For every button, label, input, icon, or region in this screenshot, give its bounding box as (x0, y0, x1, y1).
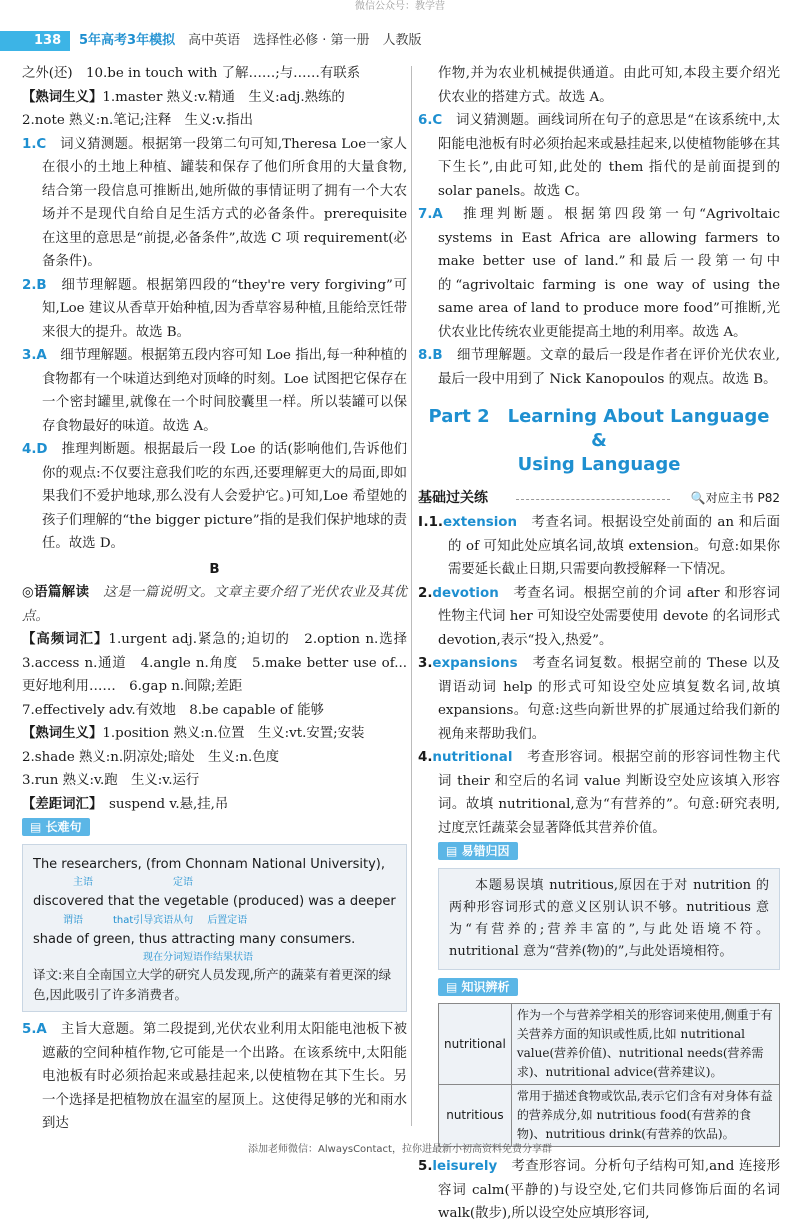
answer-6-text: 词义猜测题。画线词所在句子的意思是“在该系统中,太阳能电池板有时必须抬起来或悬挂起来,以使植物能够在其下生长”,由此可知,此处的 them 指代的是前面提到的 solar panels。故选 C。 (438, 113, 780, 199)
answer-6-choice: C (432, 113, 443, 128)
table-row (439, 1004, 780, 1085)
knowledge-section (418, 976, 780, 1148)
passage-summary (22, 581, 407, 628)
ls-ann-clause: that引导宾语从句 (113, 914, 194, 926)
answer-7-text: 推理判断题。根据第四段第一句“Agrivoltaic systems in East Africa are allowing farmers to make better use of land.”和最后一段第一句中的“agrivoltaic farming is one way of using the same area of land to produce more food”可推断,光伏农业比传统农业更能提高土地的利用率。故选 A。 (438, 207, 781, 340)
error-cause-section (418, 840, 780, 970)
passage-summary-tag: ◎语篇解读 (22, 585, 90, 600)
answer-8-choice: B (432, 348, 443, 363)
blank-1-answer: extension (443, 515, 518, 530)
search-icon: 🔍 (690, 491, 706, 505)
gaopin-tag: 【高频词汇】 (22, 632, 109, 647)
right-column (418, 62, 780, 1226)
gaopin-vocab-2: 7.effectively adv.有效地 8.be capable of 能够 (22, 702, 324, 718)
answer-7-choice: A (432, 207, 443, 222)
error-cause-heading-text: 易错归因 (461, 844, 510, 858)
bottom-watermark: 添加老师微信：AlwaysContact，拉你进最新小初高资料免费分享群 (248, 1143, 552, 1155)
ls-ann-predicate: 谓语 (63, 914, 83, 926)
ls-ann-subject: 主语 (73, 877, 93, 888)
answer-3-choice: A (36, 348, 47, 363)
table-value: 作为一个与营养学相关的形容词来使用,侧重于有关营养方面的知识或性质,比如 nutritional value(营养价值)、nutritional needs(营养需求)、nutritional advice(营养建议)。 (511, 1004, 779, 1085)
blank-5-text: 考查形容词。分析句子结构可知,and 连接形容词 calm(平静的)与设空处,它们共同修饰后面的名词 walk(散步),所以设空处应填形容词, (438, 1159, 780, 1221)
blank-1-text: 考查名词。根据设空处前面的 an 和后面的 of 可知此处应填名词,故填 extension。句意:如果你需要延长截止日期,只需要向教授解释一下情况。 (448, 515, 780, 577)
top-watermark: 微信公众号：教学营 (355, 1, 445, 12)
answer-5-text: 主旨大意题。第二段提到,光伏农业利用太阳能电池板下被遮蔽的空间种植作物,它可能是一个出路。在该系统中,太阳能电池板有时必须抬起来或悬挂起来,以使植物在其下生长。另一个选择是把植物放在温室的屋顶上。这使得足够的光和雨水到达 (42, 1022, 407, 1131)
long-sentence-heading: ▤ 长难句 (22, 818, 90, 836)
knowledge-heading: ▤ 知识辨析 (438, 978, 518, 996)
blank-3-text: 考查名词复数。根据空前的 These 以及谓语动词 help 的形式可知设空处应填复数名词,故填 expansions。句意:这些向新世界的扩展通过给我们新的视角来帮助我们。 (438, 656, 781, 742)
answer-7 (418, 203, 780, 344)
ls-translation: 译文:来自全南国立大学的研究人员发现,所产的蔬菜有着更深的绿色,因此吸引了许多消费者。 (33, 967, 392, 1002)
basic-practice-title: 基础过关练 (418, 490, 488, 506)
page-header (0, 31, 800, 51)
answer-4-choice: D (36, 442, 48, 457)
page-number: 138 (34, 33, 62, 48)
answer-2-text: 细节理解题。根据第四段的“they're very forgiving”可知,Loe 建议从香草开始种植,因为香草容易种植,且能给烹饪带来很大的提升。故选 B。 (42, 277, 408, 340)
answer-8 (418, 344, 780, 391)
long-sentence-section (22, 816, 407, 1012)
answer-7-num: 7. (418, 207, 433, 222)
answer-3-text: 细节理解题。根据第五段内容可知 Loe 指出,每一种种植的食物都有一个味道达到绝对顶峰的时刻。Loe 试图把它保存在一个密封罐里,就像在一个时间胶囊里一样。所以装罐可以保存食物最好的味道。故选 A。 (42, 348, 407, 434)
ls-line-3: shade of green, thus attracting many consumers. (33, 931, 356, 947)
gaopin-vocab (22, 628, 421, 699)
answer-3-num: 3. (22, 348, 37, 363)
blank-answer-5 (418, 1155, 780, 1226)
error-cause-text: 本题易误填 nutritious,原因在于对 nutrition 的两种形容词形式的意义区别认识不够。nutritious 意为“有营养的;营养丰富的”,与此处语境不符。nutritional 意为“营养(物)的”,与此处语境相符。 (449, 877, 769, 959)
blank-2-answer: devotion (432, 585, 499, 601)
subject-title: 高中英语 选择性必修 · 第一册 人教版 (188, 33, 422, 48)
blank-2-text: 考查名词。根据空前的介词 after 和形容词性物主代词 her 可知设空处需要使用 devote 的名词形式 devotion,表示“投入,热爱”。 (438, 585, 780, 648)
basic-practice-bar (418, 487, 780, 511)
long-sentence-box (22, 844, 407, 1013)
answer-3 (22, 344, 407, 438)
blank-5-num: 5. (418, 1159, 433, 1174)
table-key: nutritional (439, 1004, 512, 1085)
blank-4-num: 4. (418, 750, 433, 765)
table-value: 常用于描述食物或饮品,表示它们含有对身体有益的营养成分,如 nutritious food(有营养的食物)、nutritious drink(有营养的饮品)。 (511, 1085, 779, 1147)
answer-1-num: 1. (22, 136, 37, 152)
answer-1 (22, 133, 407, 274)
error-cause-box (438, 868, 780, 970)
header-title (79, 31, 422, 51)
answer-5 (22, 1018, 407, 1136)
blank-4-answer: nutritional (432, 750, 513, 765)
answer-1-text: 词义猜测题。根据第一段第二句可知,Theresa Loe一家人在很小的土地上种植、罐装和保存了他们所食用的大量食物,结合第一段信息可推断出,她所做的事情证明了拥有一个大农场并不是现代自给自足生活方式的必备条件。prerequisite 在这里的意思是“前提,必备条件”,故选 C 项 requirement(必备条件)。 (42, 136, 407, 269)
column-divider (411, 66, 412, 1126)
shuci-tag: 【熟词生义】 (22, 89, 103, 105)
left-column (22, 62, 421, 1136)
section-b-heading: B (209, 561, 220, 577)
blank-5-answer: leisurely (432, 1159, 498, 1174)
error-cause-heading: ▤ 易错归因 (438, 842, 518, 860)
answer-1-choice: C (36, 136, 47, 152)
answer-5-continued: 作物,并为农业机械提供通道。由此可知,本段主要介绍光伏农业的搭建方式。故选 A。 (438, 66, 780, 105)
blank-answer-4 (418, 746, 780, 840)
ls-line-1: The researchers, (from Chonnam National University), (33, 856, 385, 872)
answer-4-text: 推理判断题。根据最后一段 Loe 的话(影响他们,告诉他们你的观点:不仅要注意我们吃的东西,还要理解更大的局面,即如果我们不爱护地球,那么没有人会爱护它。)可知,Loe 希望她的孩子们理解的“the bigger picture”指的是我们保护地球的责任。故选 D。 (42, 442, 407, 551)
answer-2-choice: B (36, 277, 47, 293)
shuci-line-2: 2.note 熟义:n.笔记;注释 生义:v.指出 (22, 113, 253, 128)
chaju-vocab (22, 793, 407, 817)
shuci-b-tag: 【熟词生义】 (22, 726, 103, 741)
table-key: nutritious (439, 1085, 512, 1147)
long-sentence-heading-text: 长难句 (45, 820, 82, 834)
answer-4 (22, 438, 407, 556)
series-title: 5年高考3年模拟 (79, 33, 176, 48)
vocab-line: 之外(还) 10.be in touch with 了解……;与……有联系 (22, 66, 361, 81)
shuci-b-text-1: 1.position 熟义:n.位置 生义:vt.安置;安装 (102, 726, 365, 741)
shuci-text-1: 1.master 熟义:v.精通 生义:adj.熟练的 (102, 89, 345, 105)
blank-3-num: 3. (418, 656, 433, 671)
basic-practice-divider (516, 499, 670, 500)
answer-6-num: 6. (418, 113, 433, 128)
answer-4-num: 4. (22, 442, 37, 457)
ls-line-2: discovered that the vegetable (produced) was a deeper (33, 894, 396, 909)
passage-summary-text: 这是一篇说明文。文章主要介绍了光伏农业及其优点。 (22, 585, 408, 624)
ls-ann-postattr: 后置定语 (207, 914, 248, 926)
chaju-text: suspend v.悬,挂,吊 (109, 796, 229, 812)
blank-answer-1 (418, 511, 780, 582)
blank-4-text: 考查形容词。根据空前的形容词性物主代词 their 和空后的名词 value 判断设空处应该填入形容词。故填 nutritional,意为“有营养的”。句意:研究表明,过度烹饪蔬菜会显著降低其营养价值。 (438, 750, 781, 836)
ls-annotation-1 (33, 876, 396, 890)
part-2-title-line-2: Using Language (517, 454, 681, 475)
shuci-vocab-b-3: 3.run 熟义:v.跑 生义:v.运行 (22, 773, 200, 788)
blank-2-num: 2. (418, 585, 433, 601)
blank-3-answer: expansions (432, 656, 518, 671)
blank-answer-3 (418, 652, 780, 746)
answer-2 (22, 274, 407, 345)
shuci-vocab-b-2: 2.shade 熟义:n.阴凉处;暗处 生义:n.色度 (22, 749, 279, 765)
shuci-line-1 (22, 86, 407, 110)
part-2-title-line-1: Part 2 Learning About Language & (428, 406, 770, 451)
ls-annotation-2 (33, 914, 396, 928)
chaju-tag: 【差距词汇】 (22, 796, 96, 812)
shuci-vocab-b (22, 722, 407, 746)
answer-2-num: 2. (22, 277, 37, 293)
gaopin-text-1: 1.urgent adj.紧急的;迫切的 2.option n.选择 3.access n.通道 4.angle n.角度 5.make better use of...更好地利用…… 6.gap n.间隙;差距 (22, 632, 421, 694)
ls-ann-attr: 定语 (173, 877, 193, 888)
answer-5-num: 5. (22, 1022, 37, 1037)
main-book-ref (691, 487, 780, 511)
knowledge-table (438, 1003, 780, 1147)
answer-6 (418, 109, 780, 203)
answer-5-choice: A (36, 1022, 47, 1037)
blank-1-num: Ⅰ.1. (418, 515, 444, 530)
ls-annotation-3: 现在分词短语作结果状语 (143, 952, 253, 963)
knowledge-heading-text: 知识辨析 (461, 979, 510, 994)
blank-answer-2 (418, 582, 780, 653)
part-2-title (418, 405, 780, 477)
main-book-ref-text: 对应主书 P82 (705, 491, 780, 505)
answer-8-text: 细节理解题。文章的最后一段是作者在评价光伏农业,最后一段中用到了 Nick Kanopoulos 的观点。故选 B。 (438, 348, 781, 387)
answer-8-num: 8. (418, 348, 433, 363)
